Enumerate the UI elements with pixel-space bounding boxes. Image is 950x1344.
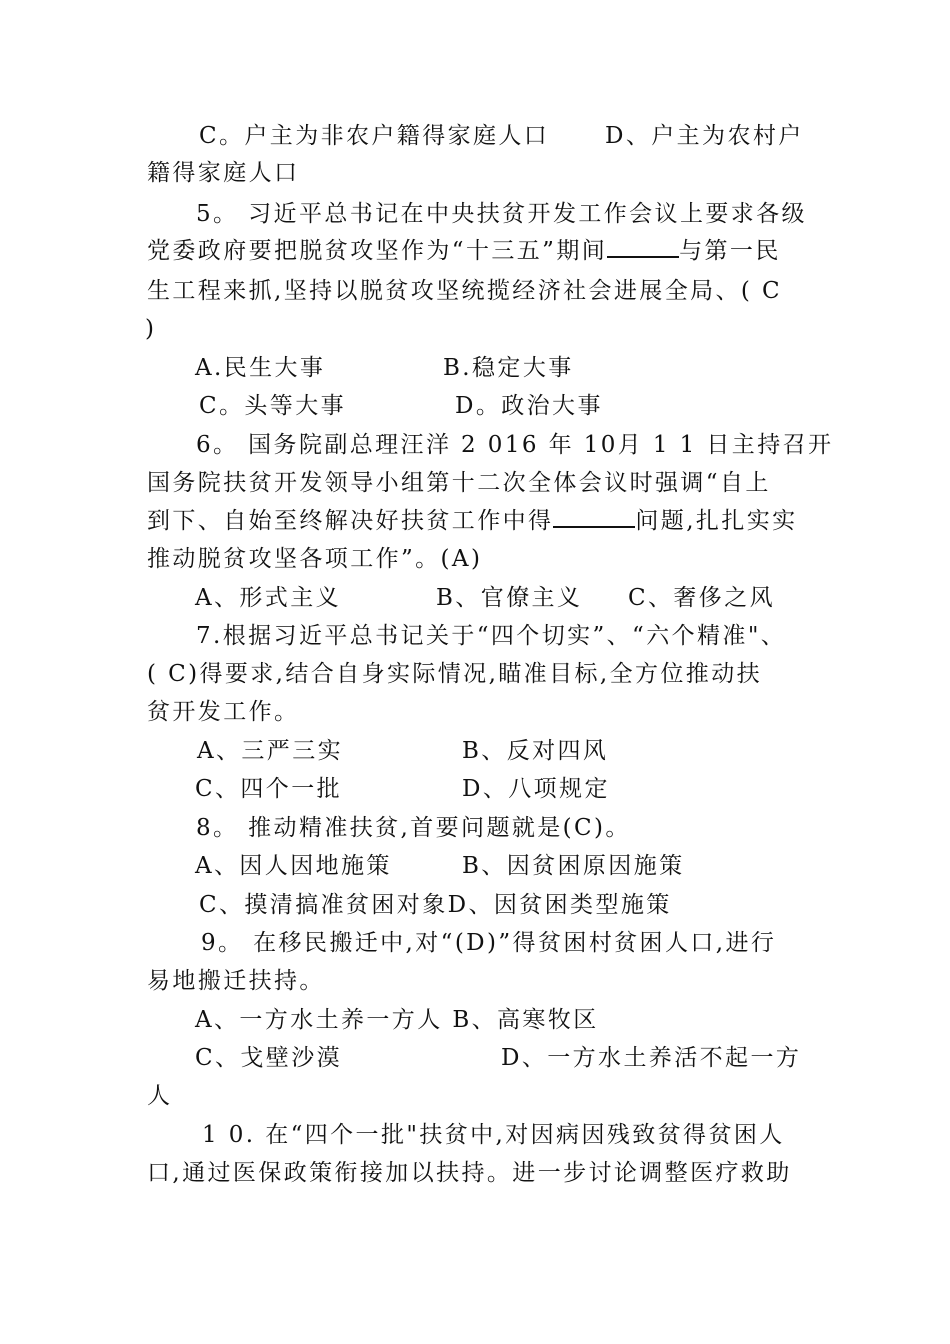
question-5-line-4: )	[145, 316, 157, 342]
question-6-line-1: 6。 国务院副总理汪洋 2 016 年 10月 1 1 日主持召开	[196, 432, 834, 458]
q9-option-c: C、戈壁沙漠	[195, 1045, 342, 1071]
q5-option-d: D。政治大事	[455, 393, 603, 419]
q9-options-a-b: A、一方水土养一方人 B、高寒牧区	[195, 1007, 599, 1033]
q7-option-d: D、八项规定	[462, 776, 610, 802]
q8-option-b: B、因贫困原因施策	[462, 853, 685, 879]
q9-option-d-continued: 人	[147, 1083, 173, 1109]
q9-option-d: D、一方水土养活不起一方	[501, 1045, 802, 1071]
question-5-line-2-end: 与第一民	[679, 238, 781, 264]
question-10-line-2: 口,通过医保政策衔接加以扶持。进一步讨论调整医疗救助	[147, 1160, 792, 1186]
question-6-line-3-start: 到下、自始至终解决好扶贫工作中得	[147, 508, 554, 534]
question-5-line-2-start: 党委政府要把脱贫攻坚作为“十三五”期间	[147, 238, 608, 264]
answer-blank	[607, 236, 679, 258]
q5-option-b: B.稳定大事	[443, 355, 574, 381]
q5-option-a: A.民生大事	[195, 355, 326, 381]
q4-option-c: C。户主为非农户籍得家庭人口	[199, 123, 550, 149]
question-7-line-3: 贫开发工作。	[147, 699, 300, 725]
question-10-line-1: 1 0. 在“四个一批"扶贫中,对因病因残致贫得贫困人	[202, 1122, 785, 1148]
question-7-line-2: ( C)得要求,结合自身实际情况,瞄准目标,全方位推动扶	[147, 661, 762, 687]
q8-option-a: A、因人因地施策	[195, 853, 392, 879]
question-9-line-2: 易地搬迁扶持。	[147, 968, 325, 994]
q6-option-c: C、奢侈之风	[628, 585, 775, 611]
question-6-line-2: 国务院扶贫开发领导小组第十二次全体会议时强调“自上	[147, 470, 771, 496]
question-7-line-1: 7.根据习近平总书记关于“四个切实”、“六个精准"、	[196, 623, 787, 649]
question-6-line-3	[147, 506, 798, 536]
question-5-line-3: 生工程来抓,坚持以脱贫攻坚统揽经济社会进展全局、( C	[147, 278, 782, 304]
question-9-line-1: 9。 在移民搬迁中,对“(D)”得贫困村贫困人口,进行	[201, 930, 777, 956]
q8-options-c-d: C、摸清搞准贫困对象D、因贫困类型施策	[199, 892, 672, 918]
q7-option-a: A、三严三实	[197, 738, 344, 764]
q6-option-b: B、官僚主义	[436, 585, 583, 611]
q4-option-d: D、户主为农村户	[605, 123, 804, 149]
question-5-line-2	[147, 236, 781, 266]
q5-option-c: C。头等大事	[199, 393, 346, 419]
question-8-line-1: 8。 推动精准扶贫,首要问题就是(C)。	[196, 815, 631, 841]
q6-option-a: A、形式主义	[195, 585, 342, 611]
question-5-line-1: 5。 习近平总书记在中央扶贫开发工作会议上要求各级	[196, 201, 807, 227]
question-6-line-4: 推动脱贫攻坚各项工作”。(A)	[147, 546, 483, 572]
q4-option-d-continued: 籍得家庭人口	[147, 160, 300, 186]
q7-option-b: B、反对四风	[462, 738, 609, 764]
question-6-line-3-end: 问题,扎扎实实	[635, 508, 798, 534]
answer-blank	[553, 506, 635, 528]
q7-option-c: C、四个一批	[195, 776, 342, 802]
